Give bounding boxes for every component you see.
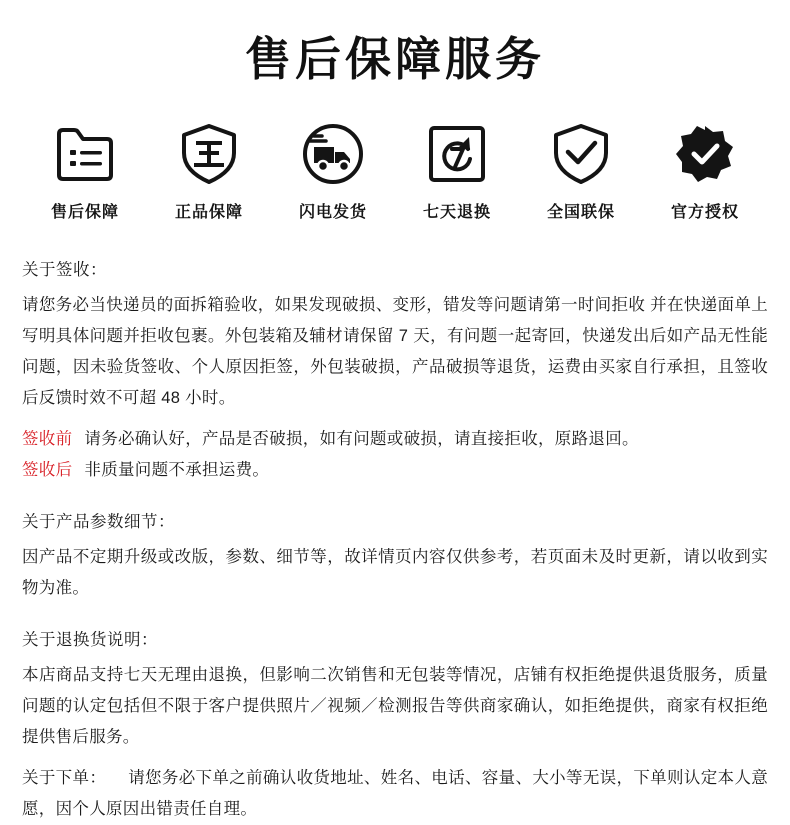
section-order bbox=[22, 763, 768, 825]
section-heading: 关于产品参数细节： bbox=[22, 513, 175, 532]
service-badge-label: 售后保障 bbox=[50, 204, 119, 222]
note-tag-after: 签收后 bbox=[22, 461, 73, 480]
service-badge-after-sales bbox=[26, 123, 144, 222]
truck-lightning-icon bbox=[302, 123, 364, 185]
service-badge-label: 闪电发货 bbox=[298, 204, 367, 222]
service-badge-genuine bbox=[150, 123, 268, 222]
section-paragraph: 请您务必当快递员的面拆箱验收，如果发现破损、变形，错发等问题请第一时间拒收 并在快递面单上写明具体问题并拒收包裹。外包装箱及辅材请保留 7 天，有问题一起寄回，快递发出后如产品无性能问题，因未验货签收、个人原因拒签，外包装破损，产品破损等退货，运费由买家自行承担，且签收后反馈时效不可超 48 小时。 bbox=[22, 296, 768, 408]
note-text-before: 请务必确认好，产品是否破损，如有问题或破损，请直接拒收，原路退回。 bbox=[84, 430, 639, 449]
service-badge-label: 官方授权 bbox=[670, 204, 739, 222]
shield-genuine-icon bbox=[178, 123, 240, 185]
document-list-icon bbox=[54, 123, 116, 185]
shield-check-icon bbox=[550, 123, 612, 185]
section-paragraph: 请您务必下单之前确认收货地址、姓名、电话、容量、大小等无误，下单则认定本人意愿，因个人原因出错责任自理。 bbox=[22, 769, 769, 819]
badge-check-icon bbox=[674, 123, 736, 185]
service-badge-seven-day-return bbox=[398, 123, 516, 222]
note-before-signing bbox=[22, 424, 768, 455]
note-text-after: 非质量问题不承担运费。 bbox=[84, 461, 270, 480]
note-after-signing bbox=[22, 455, 768, 486]
section-returns bbox=[22, 626, 768, 753]
service-badge-label: 七天退换 bbox=[422, 204, 491, 222]
section-heading: 关于退换货说明： bbox=[22, 631, 158, 650]
section-heading: 关于签收： bbox=[22, 261, 107, 280]
service-badge-national-warranty bbox=[522, 123, 640, 222]
service-badge-label: 正品保障 bbox=[174, 204, 243, 222]
service-badge-row bbox=[0, 95, 790, 222]
policy-content bbox=[0, 222, 790, 825]
section-order-text bbox=[22, 763, 768, 825]
section-specs bbox=[22, 508, 768, 604]
section-signing bbox=[22, 256, 768, 486]
section-paragraph: 本店商品支持七天无理由退换，但影响二次销售和无包装等情况，店铺有权拒绝提供退货服务，质量问题的认定包括但不限于客户提供照片／视频／检测报告等供商家确认，如拒绝提供，商家有权拒绝提供售后服务。 bbox=[22, 666, 768, 747]
section-paragraph: 因产品不定期升级或改版，参数、细节等，故详情页内容仅供参考，若页面未及时更新，请以收到实物为准。 bbox=[22, 548, 768, 598]
seven-day-return-icon bbox=[426, 123, 488, 185]
page-title: 售后保障服务 bbox=[245, 33, 545, 85]
service-badge-official-authorization bbox=[646, 123, 764, 222]
service-badge-label: 全国联保 bbox=[546, 204, 615, 222]
section-heading: 关于下单： bbox=[22, 769, 107, 788]
service-badge-fast-shipping bbox=[274, 123, 392, 222]
note-tag-before: 签收前 bbox=[22, 430, 73, 449]
